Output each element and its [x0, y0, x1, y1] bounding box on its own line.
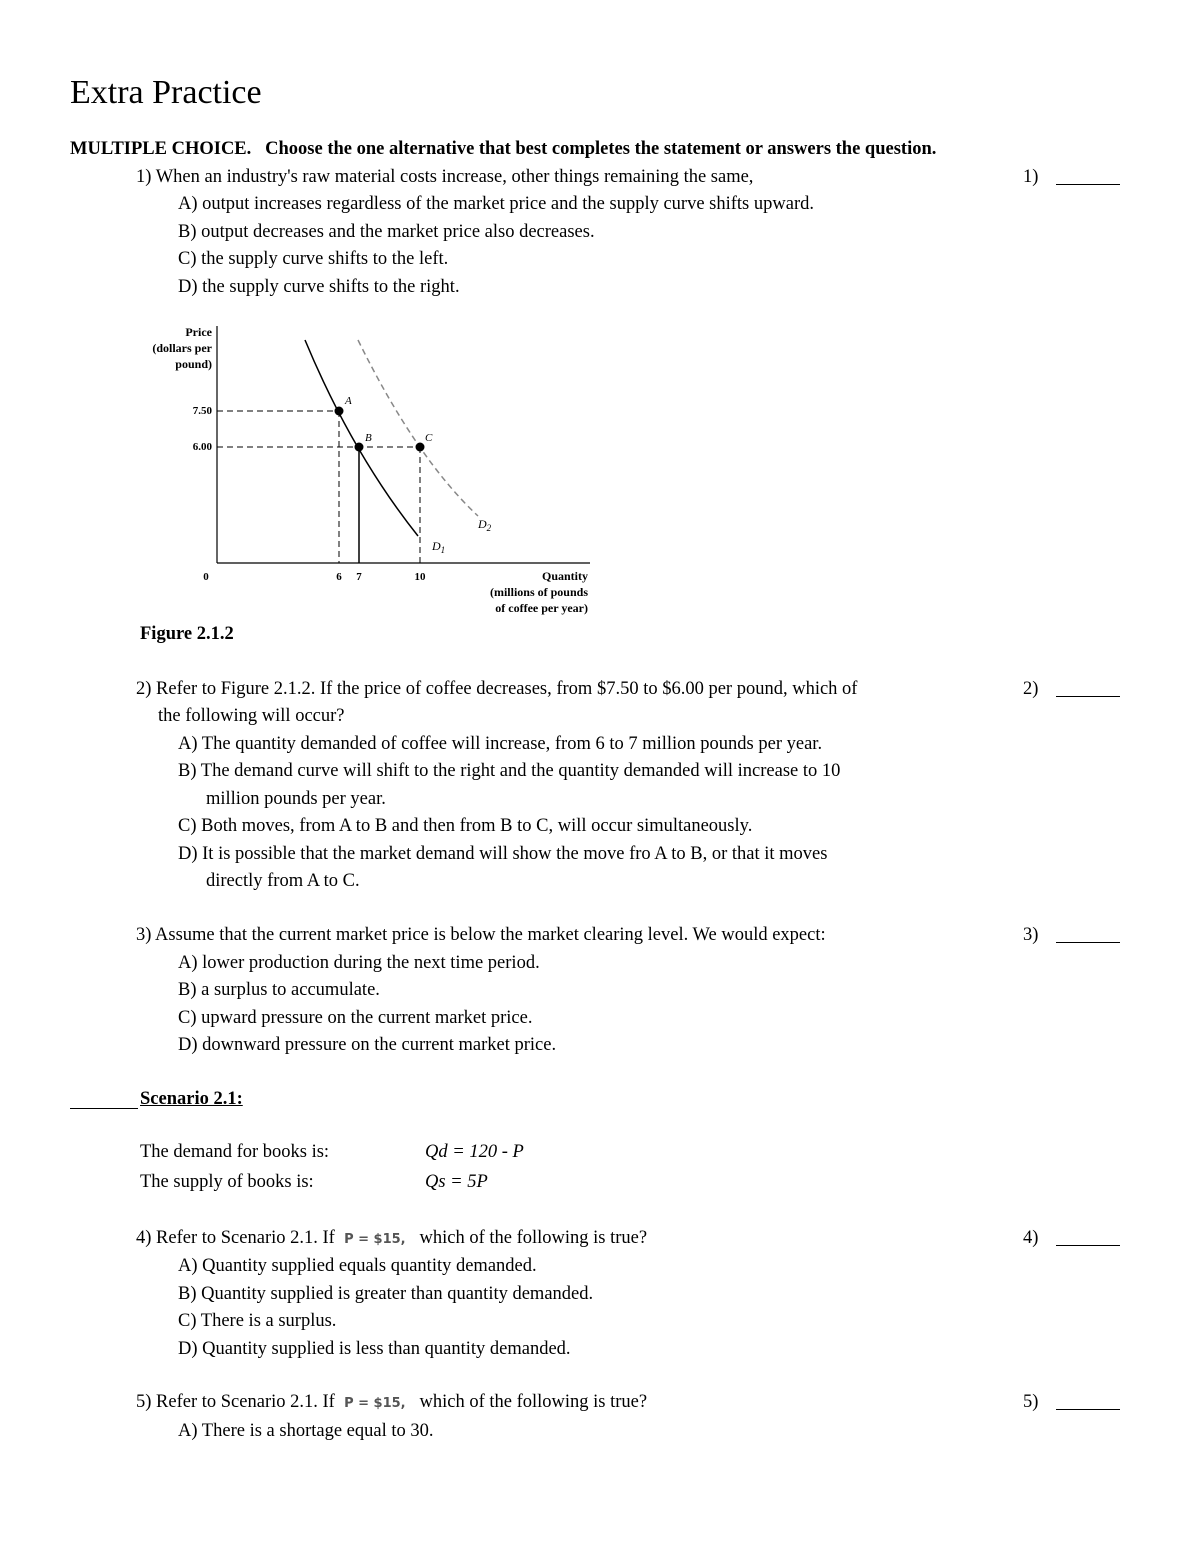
q1-option-a[interactable]: A) output increases regardless of the market price and the supply curve shifts upward.	[178, 194, 814, 214]
x-tick-6: 6	[336, 571, 342, 583]
curve-label-d1: $D_1$	[432, 539, 446, 555]
figure-caption: Figure 2.1.2	[140, 624, 234, 644]
scenario-supply-eq: Qs = 5P	[425, 1172, 488, 1192]
question-text-pre: Refer to Scenario 2.1. If	[156, 1392, 335, 1412]
point-label-a: A	[345, 395, 352, 407]
question-text-post: which of the following is true?	[419, 1228, 648, 1248]
point-a	[335, 407, 344, 416]
answer-blank-5[interactable]	[1056, 1409, 1120, 1410]
q1-option-d[interactable]: D) the supply curve shifts to the right.	[178, 277, 460, 297]
q4-option-a[interactable]: A) Quantity supplied equals quantity demanded.	[178, 1256, 537, 1276]
question-text: When an industry's raw material costs increase, other things remaining the same,	[155, 167, 754, 187]
scenario-demand-eq: Qd = 120 - P	[425, 1142, 524, 1162]
answer-label-3: 3)	[1023, 925, 1039, 945]
origin-label: 0	[203, 571, 209, 583]
demand-curve-d2	[358, 340, 478, 516]
answer-label-2: 2)	[1023, 679, 1039, 699]
q3-option-b[interactable]: B) a surplus to accumulate.	[178, 980, 380, 1000]
instructions	[70, 140, 936, 159]
scenario-supply-label: The supply of books is:	[140, 1172, 314, 1192]
y-axis-label-2: (dollars per	[152, 341, 212, 355]
y-axis-label-3: pound)	[175, 357, 212, 371]
q2-option-a[interactable]: A) The quantity demanded of coffee will increase, from 6 to 7 million pounds per year.	[178, 734, 823, 754]
x-axis-label-3: of coffee per year)	[495, 601, 588, 615]
question-number: 4)	[136, 1228, 152, 1248]
q5-option-a[interactable]: A) There is a shortage equal to 30.	[178, 1421, 434, 1441]
answer-blank-3[interactable]	[1056, 942, 1120, 943]
question-number: 2)	[136, 679, 152, 699]
page-title: Extra Practice	[70, 74, 262, 111]
x-axis-label-1: Quantity	[541, 569, 588, 583]
point-label-b: B	[365, 432, 372, 444]
answer-label-5: 5)	[1023, 1392, 1039, 1412]
question-4	[136, 1229, 647, 1248]
question-number: 5)	[136, 1392, 152, 1412]
figure-chart	[120, 318, 600, 623]
q1-option-c[interactable]: C) the supply curve shifts to the left.	[178, 249, 449, 269]
question-number: 1)	[136, 167, 152, 187]
q3-option-a[interactable]: A) lower production during the next time period.	[178, 953, 540, 973]
demand-curve-d1	[305, 340, 418, 536]
question-2-line2: the following will occur?	[158, 706, 345, 726]
answer-blank-1[interactable]	[1056, 184, 1120, 185]
y-tick-7-50: 7.50	[192, 405, 212, 417]
q4-option-c[interactable]: C) There is a surplus.	[178, 1311, 337, 1331]
question-text-pre: Refer to Scenario 2.1. If	[156, 1228, 335, 1248]
question-text: Assume that the current market price is below the market clearing level. We would expect:	[155, 925, 826, 945]
price-formula-image: P = $15,	[344, 1232, 406, 1247]
scenario-rule	[70, 1108, 138, 1109]
x-axis-label-2: (millions of pounds	[489, 585, 588, 599]
answer-label-1: 1)	[1023, 167, 1039, 187]
question-text-post: which of the following is true?	[419, 1392, 648, 1412]
y-tick-6-00: 6.00	[192, 441, 212, 453]
price-formula-image: P = $15,	[344, 1396, 406, 1411]
curve-label-d2: $D_2$	[478, 517, 492, 533]
q2-option-d[interactable]: D) It is possible that the market demand will show the move fro A to B, or that it moves	[178, 844, 828, 864]
q3-option-c[interactable]: C) upward pressure on the current market price.	[178, 1008, 533, 1028]
x-tick-10: 10	[414, 571, 426, 583]
point-b	[355, 443, 364, 452]
answer-label-4: 4)	[1023, 1228, 1039, 1248]
q3-option-d[interactable]: D) downward pressure on the current market price.	[178, 1035, 557, 1055]
instructions-text: Choose the one alternative that best completes the statement or answers the question.	[265, 139, 937, 159]
scenario-demand-label: The demand for books is:	[140, 1142, 330, 1162]
q4-option-b[interactable]: B) Quantity supplied is greater than quantity demanded.	[178, 1284, 594, 1304]
q2-option-b[interactable]: B) The demand curve will shift to the right and the quantity demanded will increase to 10	[178, 761, 841, 781]
q1-option-b[interactable]: B) output decreases and the market price also decreases.	[178, 222, 595, 242]
q2-option-b-cont: million pounds per year.	[206, 789, 386, 809]
question-2	[136, 680, 857, 699]
question-5	[136, 1393, 647, 1412]
answer-blank-4[interactable]	[1056, 1245, 1120, 1246]
x-tick-7: 7	[356, 571, 362, 583]
q2-option-d-cont: directly from A to C.	[206, 871, 360, 891]
point-c	[416, 443, 425, 452]
point-label-c: C	[425, 432, 433, 444]
scenario-title: Scenario 2.1:	[140, 1089, 243, 1109]
question-3	[136, 926, 826, 945]
question-1	[136, 168, 753, 187]
y-axis-label-1: Price	[185, 325, 212, 339]
question-number: 3)	[136, 925, 152, 945]
q4-option-d[interactable]: D) Quantity supplied is less than quantity demanded.	[178, 1339, 571, 1359]
question-text: Refer to Figure 2.1.2. If the price of coffee decreases, from $7.50 to $6.00 per pound, which of	[156, 679, 858, 699]
instructions-lead: MULTIPLE CHOICE.	[70, 139, 252, 159]
answer-blank-2[interactable]	[1056, 696, 1120, 697]
q2-option-c[interactable]: C) Both moves, from A to B and then from B to C, will occur simultaneously.	[178, 816, 753, 836]
